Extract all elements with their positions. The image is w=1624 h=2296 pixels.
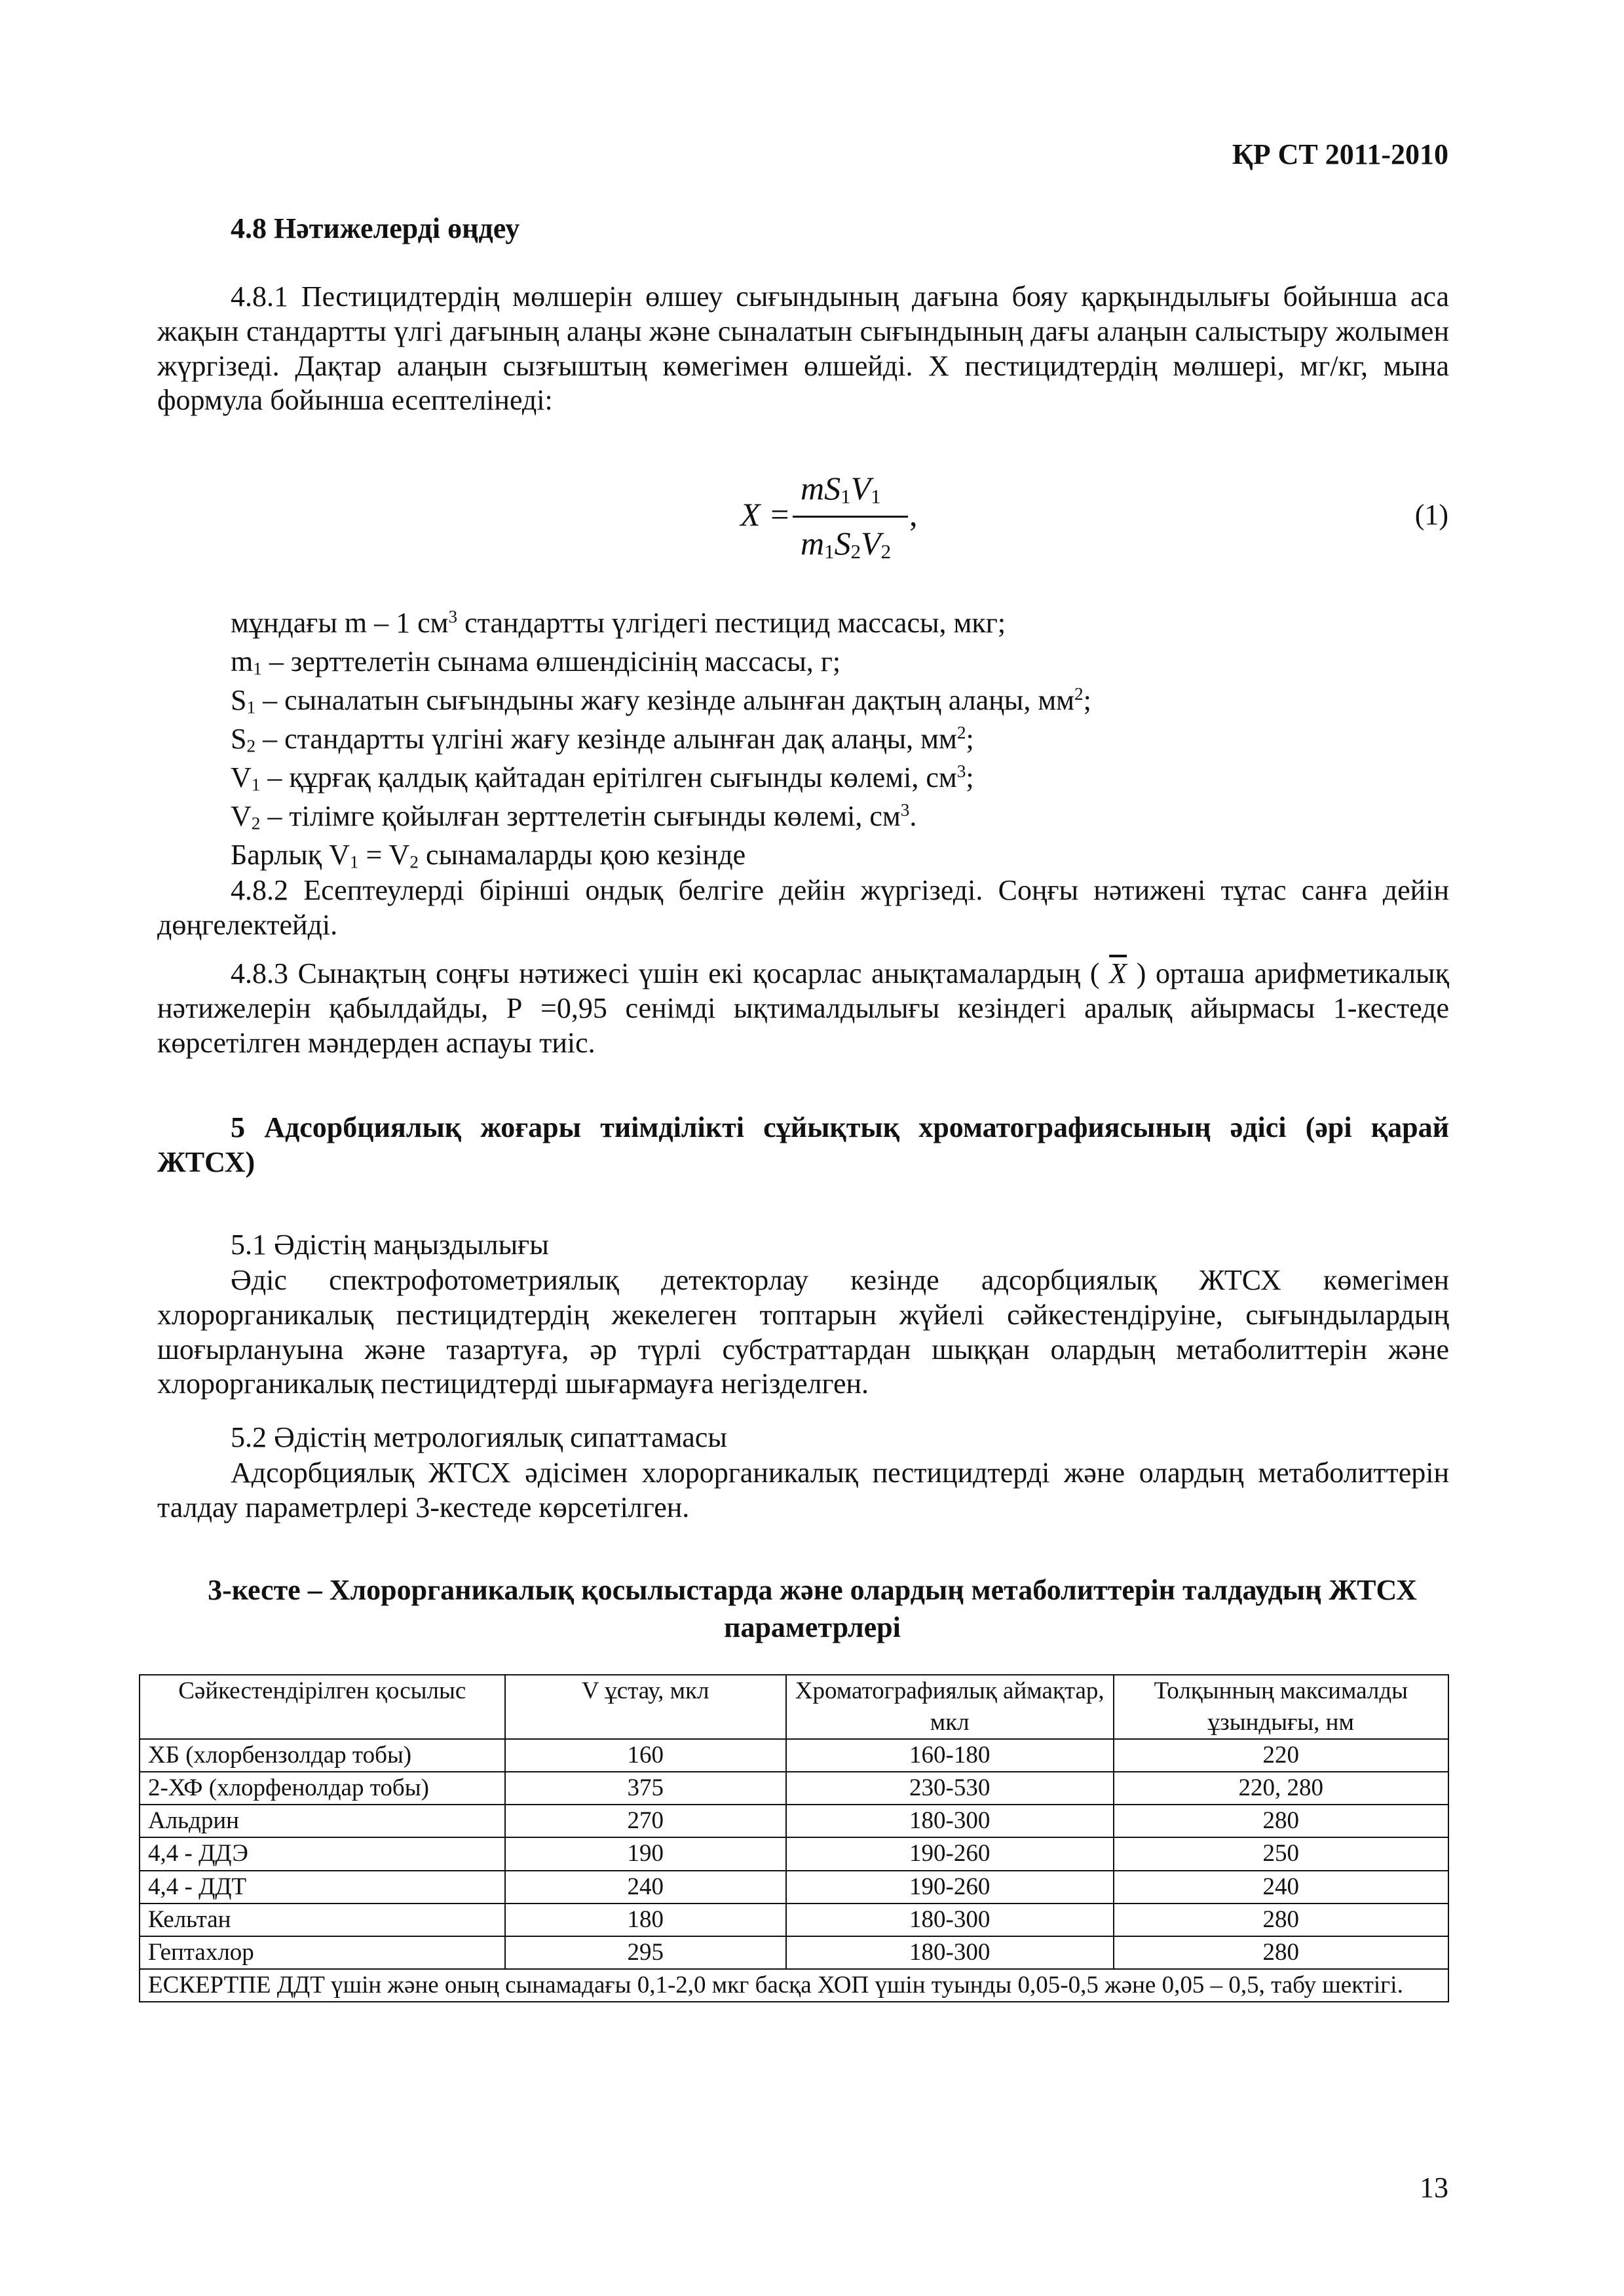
cell-wavelength: 280: [1114, 1936, 1448, 1969]
section-5-1-title: 5.1 Әдістің маңыздылығы: [231, 1229, 549, 1261]
header-v-retention: V ұстау, мкл: [505, 1675, 786, 1739]
cell-wavelength: 220, 280: [1114, 1772, 1448, 1805]
formula-denominator: $m_1S_2V_2$: [801, 525, 892, 564]
where-v2: $V_2$ – тілімге қойылған зерттелетін сығынды көлемі, $см^3$.: [231, 800, 917, 833]
formula-lhs: X =: [740, 496, 791, 533]
cell-compound: Альдрин: [140, 1805, 505, 1837]
where-s2: $S_2$ – стандартты үлгіні жағу кезінде алынған дақ алаңы, $мм^2$;: [231, 723, 974, 756]
cell-zone: 190-260: [786, 1837, 1114, 1870]
where-v1: $V_1$ – құрғақ қалдық қайтадан ерітілген сығынды көлемі, $см^3$;: [231, 761, 974, 795]
table-3: [139, 1674, 1449, 2002]
paragraph-5-2: Адсорбциялық ЖТСХ әдісімен хлорорганикалық пестицидтерді және олардың метаболиттерін талдау параметрлері 3-кестеде көрсетілген.: [157, 1457, 1449, 1523]
where-all: Барлық $V_1 = V_2$ сынамаларды қою кезінде: [231, 839, 746, 872]
cell-wavelength: 220: [1114, 1739, 1448, 1772]
cell-wavelength: 280: [1114, 1805, 1448, 1837]
cell-zone: 180-300: [786, 1904, 1114, 1936]
table-row: [140, 1936, 1448, 1969]
cell-zone: 160-180: [786, 1739, 1114, 1772]
table-row: [140, 1871, 1448, 1904]
header-chrom-zones: Хроматографиялық аймақтар, мкл: [786, 1675, 1114, 1739]
table-note: ЕСКЕРТПЕ ДДТ үшін және оның сынамадағы 0,1-2,0 мкг басқа ХОП үшін туынды 0,05-0,5 және 0,05 – 0,5, табу шектігі.: [140, 1969, 1448, 2002]
where-m: мұндағы m – 1 $см^3$ стандартты үлгідегі пестицид массасы, мкг;: [231, 607, 1006, 639]
cell-compound: 2-ХФ (хлорфенолдар тобы): [140, 1772, 505, 1805]
cell-compound: Гептахлор: [140, 1936, 505, 1969]
standard-code: ҚР СТ 2011-2010: [1232, 138, 1448, 170]
cell-compound: 4,4 - ДДТ: [140, 1871, 505, 1904]
cell-zone: 180-300: [786, 1936, 1114, 1969]
table-row: [140, 1904, 1448, 1936]
section-4-8-title: 4.8 Нәтижелерді өңдеу: [231, 212, 520, 244]
cell-compound: 4,4 - ДДЭ: [140, 1837, 505, 1870]
cell-v: 270: [505, 1805, 786, 1837]
cell-wavelength: 240: [1114, 1871, 1448, 1904]
cell-zone: 230-530: [786, 1772, 1114, 1805]
paragraph-4-8-3: 4.8.3 Сынақтың соңғы нәтижесі үшін екі қосарлас анықтамалардың ( $\overline{X}$ ) орташа арифметикалық нәтижелерін қабылдайды, Р =0,95 сенімді ықтималдылығы кезіндегі аралық айырмасы 1-кестеде көрсетілген мәндерден аспауы тиіс.: [157, 957, 1449, 1059]
section-5-title: 5 Адсорбциялық жоғары тиімділікті сұйықтық хроматографиясының әдісі (әрі қарай ЖТСХ): [157, 1111, 1449, 1178]
cell-v: 180: [505, 1904, 786, 1936]
table-3-caption: 3-кесте – Хлорорганикалық қосылыстарда және олардың метаболиттерін талдаудың ЖТСХ параметрлері: [208, 1574, 1417, 1644]
header-wavelength: Толқынның максималды ұзындығы, нм: [1114, 1675, 1448, 1739]
paragraph-5-1: Әдіс спектрофотометриялық детекторлау кезінде адсорбциялық ЖТСХ көмегімен хлорорганикалық пестицидтердің жекелеген топтарын жүйелі сәйкестендіруіне, сығындылардың шоғырлануына және тазартуға, әр түрлі субстраттардан шыққан олардың метаболиттерін және хлорорганикалық пестицидтерді шығармауға негізделген.: [157, 1264, 1449, 1400]
table-header-row: [140, 1675, 1448, 1739]
table-row: [140, 1739, 1448, 1772]
where-m1: $m_1$ – зерттелетін сынама өлшендісінің массасы, г;: [231, 645, 841, 679]
table-row: [140, 1805, 1448, 1837]
page-number: 13: [1420, 2172, 1448, 2204]
cell-v: 375: [505, 1772, 786, 1805]
cell-wavelength: 250: [1114, 1837, 1448, 1870]
cell-compound: Кельтан: [140, 1904, 505, 1936]
cell-zone: 180-300: [786, 1805, 1114, 1837]
cell-wavelength: 280: [1114, 1904, 1448, 1936]
formula-number: (1): [1414, 499, 1448, 531]
paragraph-4-8-2: 4.8.2 Есептеулерді бірінші ондық белгіге дейін жүргізеді. Соңғы нәтижені тұтас санға дейін дөңгелектейді.: [157, 874, 1449, 941]
table-note-row: [140, 1969, 1448, 2002]
table-row: [140, 1837, 1448, 1870]
table-row: [140, 1772, 1448, 1805]
formula-comma: ,: [909, 496, 918, 533]
cell-v: 240: [505, 1871, 786, 1904]
where-s1: $S_1$ – сыналатын сығындыны жағу кезінде алынған дақтың алаңы, $мм^2$;: [231, 684, 1091, 718]
cell-v: 190: [505, 1837, 786, 1870]
cell-zone: 190-260: [786, 1871, 1114, 1904]
formula-numerator: $mS_1V_1$: [801, 470, 881, 508]
cell-v: 295: [505, 1936, 786, 1969]
cell-v: 160: [505, 1739, 786, 1772]
header-compound: Сәйкестендірілген қосылыс: [140, 1675, 505, 1739]
fraction-bar: [793, 516, 908, 518]
paragraph-4-8-1: 4.8.1 Пестицидтердің мөлшерін өлшеу сығындының дағына бояу қарқындылығы бойынша аса жақын стандартты үлгі дағының алаңы және сыналатын сығындының дағы алаңын салыстыру жолымен жүргізеді. Дақтар алаңын сызғыштың көмегімен өлшейді. Х пестицидтердің мөлшері, мг/кг, мына формула бойынша есептелінеді:: [157, 280, 1449, 417]
x-mean-symbol: $\overline{X}$: [1109, 957, 1127, 989]
section-5-2-title: 5.2 Әдістің метрологиялық сипаттамасы: [231, 1421, 727, 1453]
cell-compound: ХБ (хлорбензолдар тобы): [140, 1739, 505, 1772]
